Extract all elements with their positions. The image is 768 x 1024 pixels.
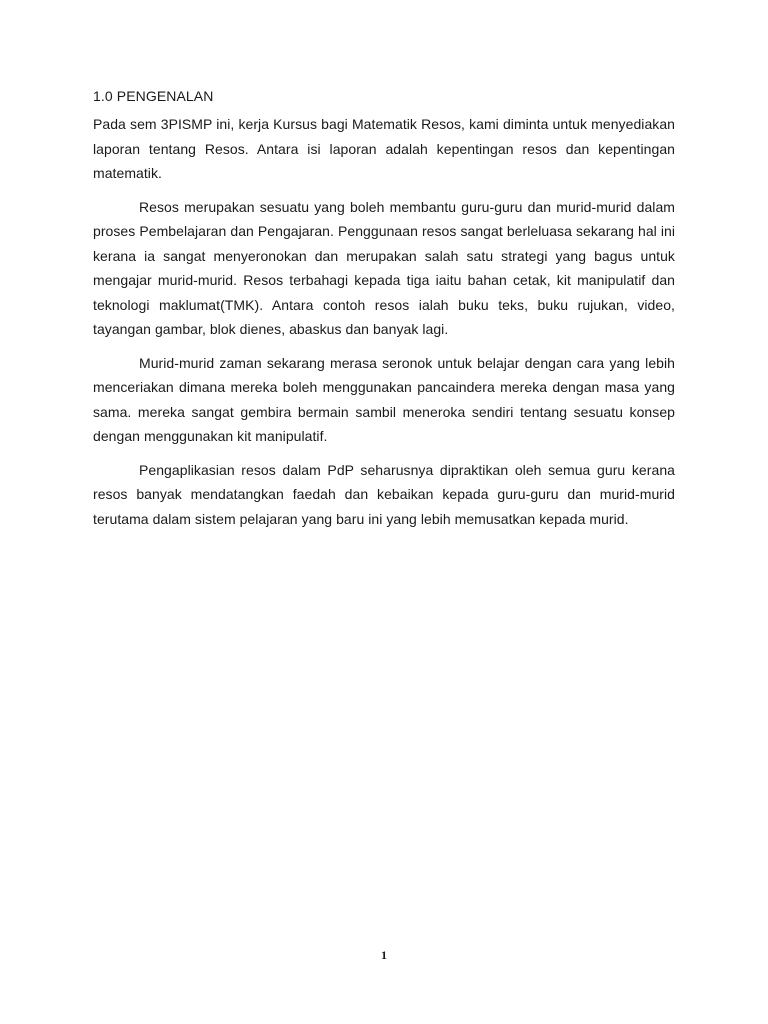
section-heading: 1.0 PENGENALAN (93, 88, 214, 104)
document-body (93, 86, 675, 531)
paragraph-resos-definition: Resos merupakan sesuatu yang boleh membantu guru-guru dan murid-murid dalam proses Pembelajaran dan Pengajaran. Penggunaan resos sangat berleluasa sekarang hal ini kerana ia sangat menyeronokan dan merupakan salah satu strategi yang bagus untuk mengajar murid-murid. Resos terbahagi kepada tiga iaitu bahan cetak, kit manipulatif dan teknologi maklumat(TMK). Antara contoh resos ialah buku teks, buku rujukan, video, tayangan gambar, blok dienes, abaskus dan banyak lagi. (93, 198, 675, 337)
page-number: 1 (381, 948, 387, 962)
paragraph-introduction: Pada sem 3PISMP ini, kerja Kursus bagi Matematik Resos, kami diminta untuk menyediakan laporan tentang Resos. Antara isi laporan adalah kepentingan resos dan kepentingan matematik. (93, 116, 675, 181)
paragraph-application: Pengaplikasian resos dalam PdP seharusnya dipraktikan oleh semua guru kerana resos banyak mendatangkan faedah dan kebaikan kepada guru-guru dan murid-murid terutama dalam sistem pelajaran yang baru ini yang lebih memusatkan kepada murid. (93, 461, 675, 527)
paragraph-students-learning: Murid-murid zaman sekarang merasa seronok untuk belajar dengan cara yang lebih menceriakan dimana mereka boleh menggunakan pancaindera mereka dengan masa yang sama. mereka sangat gembira bermain sambil meneroka sendiri tentang sesuatu konsep dengan menggunakan kit manipulatif. (93, 354, 675, 444)
